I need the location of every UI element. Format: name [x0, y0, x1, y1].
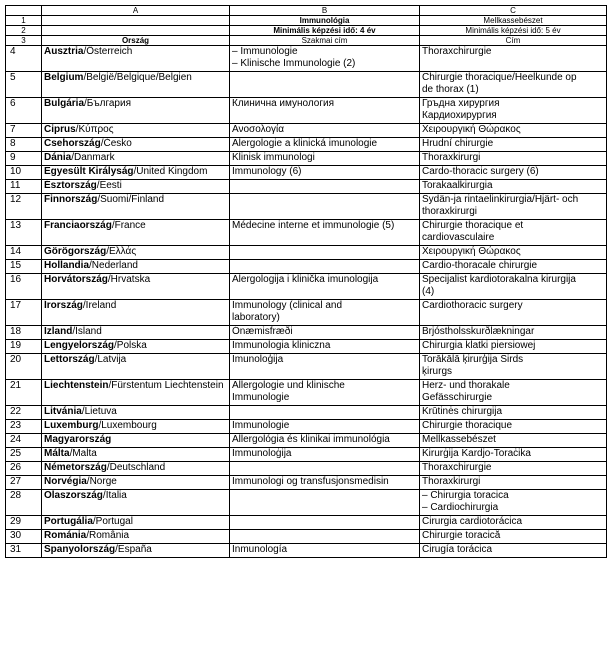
immunology-title-cell [230, 476, 420, 490]
table-row [6, 420, 607, 434]
row-number: 6 [6, 98, 42, 124]
thoracic-surgery-title-line: Thoraxchirurgie [422, 46, 492, 57]
country-name-hungarian: Németország [44, 462, 107, 473]
table-row [6, 354, 607, 380]
country-name-hungarian: Csehország [44, 138, 101, 149]
country-name-native: /Danmark [71, 152, 115, 163]
thoracic-surgery-title-line: Chirurgie toracică [422, 530, 501, 541]
column-letter-a: A [42, 6, 230, 16]
immunology-title-line: Alergologija i klinička imunologija [232, 274, 379, 285]
country-name-native: /France [111, 220, 146, 231]
table-row [6, 138, 607, 152]
country-name-hungarian: Olaszország [44, 490, 103, 501]
thoracic-surgery-title-line: thoraxkirurgi [422, 206, 478, 217]
thoracic-surgery-title-line: Thoraxkirurgi [422, 476, 481, 487]
table-row [6, 98, 607, 124]
country-name-native: /België/Belgique/Belgien [83, 72, 192, 83]
country-name-native: /România [86, 530, 130, 541]
immunology-title-line: Immunoloġija [232, 448, 292, 459]
row-number: 2 [6, 26, 42, 36]
immunology-title-cell [230, 246, 420, 260]
document-table-wrapper [5, 5, 606, 558]
table-row [6, 340, 607, 354]
immunology-title-line: Immunologie [232, 420, 290, 431]
country-cell [42, 260, 230, 274]
country-name-native: /Norge [86, 476, 117, 487]
thoracic-surgery-title-cell [420, 448, 607, 462]
table-row [6, 246, 607, 260]
country-cell [42, 354, 230, 380]
thoracic-surgery-title-line: cardiovasculaire [422, 232, 495, 243]
country-name-native: /Κύπρος [75, 124, 114, 135]
thoracic-surgery-title-cell [420, 544, 607, 558]
thoracic-surgery-title-cell [420, 434, 607, 448]
country-cell [42, 530, 230, 544]
row-number: 7 [6, 124, 42, 138]
thoracic-surgery-title-line: ķirurgs [422, 366, 453, 377]
immunology-title-cell [230, 194, 420, 220]
row-number: 12 [6, 194, 42, 220]
country-cell [42, 434, 230, 448]
country-name-native: /España [115, 544, 152, 555]
row-number: 11 [6, 180, 42, 194]
table-row [6, 544, 607, 558]
thoracic-surgery-title-cell [420, 516, 607, 530]
thoracic-surgery-title-line: Chirurgie thoracique/Heelkunde op [422, 72, 577, 83]
thoracic-surgery-title-cell [420, 462, 607, 476]
immunology-title-line: – Klinische Immunologie (2) [232, 58, 356, 69]
immunology-title-cell [230, 260, 420, 274]
thoracic-surgery-title-cell [420, 476, 607, 490]
country-cell [42, 420, 230, 434]
row-number: 23 [6, 420, 42, 434]
country-cell [42, 380, 230, 406]
country-name-native: /Polska [114, 340, 147, 351]
immunology-title-cell [230, 98, 420, 124]
row-number: 1 [6, 16, 42, 26]
country-cell [42, 180, 230, 194]
specialty-title-thoracic-surgery: Mellkassebészet [420, 16, 607, 26]
row-number: 25 [6, 448, 42, 462]
table-row [6, 46, 607, 72]
country-cell [42, 326, 230, 340]
thoracic-surgery-title-line: Кардиохирургия [422, 110, 497, 121]
thoracic-surgery-title-line: Cirugía torácica [422, 544, 493, 555]
thoracic-surgery-title-line: Kirurġija Kardjo-Toraċika [422, 448, 531, 459]
thoracic-surgery-title-cell [420, 180, 607, 194]
country-cell [42, 152, 230, 166]
row-number: 17 [6, 300, 42, 326]
row-number: 29 [6, 516, 42, 530]
immunology-title-cell [230, 406, 420, 420]
thoracic-surgery-title-line: Specijalist kardiotorakalna kirurgija [422, 274, 576, 285]
immunology-title-line: Immunologi og transfusjonsmedisin [232, 476, 389, 487]
column-letter-c: C [420, 6, 607, 16]
thoracic-surgery-title-line: Cardio-thoracale chirurgie [422, 260, 538, 271]
thoracic-surgery-title-line: Brjóstholsskurðlækningar [422, 326, 535, 337]
professional-title-header: Szakmai cím [230, 36, 420, 46]
country-name-hungarian: Magyarország [44, 434, 112, 445]
immunology-title-cell [230, 340, 420, 354]
country-header: Ország [42, 36, 230, 46]
country-cell [42, 220, 230, 246]
immunology-title-cell [230, 72, 420, 98]
row-number: 30 [6, 530, 42, 544]
table-row [6, 194, 607, 220]
thoracic-surgery-title-cell [420, 72, 607, 98]
table-row [6, 72, 607, 98]
row-number: 28 [6, 490, 42, 516]
thoracic-surgery-title-line: Cardo-thoracic surgery (6) [422, 166, 539, 177]
thoracic-surgery-title-cell [420, 46, 607, 72]
table-row [6, 326, 607, 340]
country-name-native: /Ελλάς [106, 246, 137, 257]
immunology-title-line: Allergologie und klinische [232, 380, 345, 391]
table-row [6, 166, 607, 180]
country-cell [42, 138, 230, 152]
row-number: 9 [6, 152, 42, 166]
immunology-title-cell [230, 166, 420, 180]
country-cell [42, 124, 230, 138]
table-row [6, 220, 607, 246]
immunology-title-cell [230, 544, 420, 558]
thoracic-surgery-title-cell [420, 220, 607, 246]
thoracic-surgery-title-line: de thorax (1) [422, 84, 479, 95]
immunology-title-line: Immunologie [232, 392, 290, 403]
table-row [6, 380, 607, 406]
thoracic-surgery-title-line: Cirurgia cardiotorácica [422, 516, 523, 527]
thoracic-surgery-title-line: (4) [422, 286, 435, 297]
thoracic-surgery-title-line: Χειρουργική Θώρακος [422, 246, 521, 257]
row-number: 18 [6, 326, 42, 340]
country-cell [42, 46, 230, 72]
country-name-hungarian: Egyesült Királyság [44, 166, 134, 177]
immunology-title-line: Médecine interne et immunologie (5) [232, 220, 395, 231]
country-cell [42, 274, 230, 300]
thoracic-surgery-title-line: – Cardiochirurgia [422, 502, 499, 513]
row-number: 3 [6, 36, 42, 46]
immunology-title-cell [230, 124, 420, 138]
table-row [6, 516, 607, 530]
country-name-hungarian: Észtország [44, 180, 97, 191]
country-cell [42, 490, 230, 516]
immunology-title-cell [230, 274, 420, 300]
immunology-title-cell [230, 434, 420, 448]
row-number: 27 [6, 476, 42, 490]
country-name-native: /Česko [100, 138, 132, 149]
table-row [6, 462, 607, 476]
country-name-native: /Österreich [83, 46, 133, 57]
thoracic-surgery-title-line: Torākālā ķirurģija Sirds [422, 354, 524, 365]
thoracic-surgery-title-cell [420, 420, 607, 434]
thoracic-surgery-title-line: Thoraxkirurgi [422, 152, 481, 163]
thoracic-surgery-title-line: Gefässchirurgie [422, 392, 493, 403]
country-name-hungarian: Lengyelország [44, 340, 115, 351]
table-row [6, 274, 607, 300]
row-number: 10 [6, 166, 42, 180]
table-row [6, 180, 607, 194]
country-name-native: /Fürstentum Liechtenstein [108, 380, 224, 391]
country-name-hungarian: Hollandia [44, 260, 90, 271]
table-row [6, 490, 607, 516]
min-training-c: Minimális képzési idő: 5 év [420, 26, 607, 36]
country-name-hungarian: Horvátország [44, 274, 108, 285]
min-training-b: Minimális képzési idő: 4 év [230, 26, 420, 36]
immunology-title-cell [230, 530, 420, 544]
country-name-hungarian: Málta [44, 448, 70, 459]
country-cell [42, 544, 230, 558]
row-number: 14 [6, 246, 42, 260]
country-name-hungarian: Liechtenstein [44, 380, 109, 391]
country-cell [42, 476, 230, 490]
thoracic-surgery-title-line: Torakaalkirurgia [422, 180, 493, 191]
thoracic-surgery-title-line: Thoraxchirurgie [422, 462, 492, 473]
thoracic-surgery-title-cell [420, 194, 607, 220]
table-row [6, 530, 607, 544]
country-name-hungarian: Izland [44, 326, 73, 337]
row-number: 13 [6, 220, 42, 246]
country-name-native: /Eesti [96, 180, 122, 191]
thoracic-surgery-title-cell [420, 246, 607, 260]
thoracic-surgery-title-line: Sydän-ja rintaelinkirurgia/Hjärt- och [422, 194, 579, 205]
thoracic-surgery-title-cell [420, 354, 607, 380]
table-row [6, 260, 607, 274]
row-number: 5 [6, 72, 42, 98]
country-cell [42, 194, 230, 220]
thoracic-surgery-title-line: – Chirurgia toracica [422, 490, 509, 501]
table-row [6, 448, 607, 462]
immunology-title-cell [230, 354, 420, 380]
country-name-hungarian: Lettország [44, 354, 95, 365]
immunology-title-line: Allergológia és klinikai immunológia [232, 434, 390, 445]
country-name-hungarian: Belgium [44, 72, 84, 83]
immunology-title-cell [230, 138, 420, 152]
row-number: 21 [6, 380, 42, 406]
thoracic-surgery-title-line: Hrudní chirurgie [422, 138, 494, 149]
country-name-native: /Lietuva [81, 406, 117, 417]
country-name-native: /Ísland [72, 326, 102, 337]
thoracic-surgery-title-line: Cardiothoracic surgery [422, 300, 523, 311]
country-name-hungarian: Dánia [44, 152, 72, 163]
thoracic-surgery-title-cell [420, 300, 607, 326]
immunology-title-line: Клинична имунология [232, 98, 335, 109]
immunology-title-cell [230, 46, 420, 72]
immunology-title-line: Immunology (clinical and [232, 300, 343, 311]
row-number: 20 [6, 354, 42, 380]
country-cell [42, 72, 230, 98]
country-name-native: /Latvija [94, 354, 127, 365]
table-row [6, 476, 607, 490]
table-row [6, 124, 607, 138]
immunology-title-line: Immunology (6) [232, 166, 302, 177]
country-cell [42, 462, 230, 476]
country-cell [42, 246, 230, 260]
country-name-hungarian: Románia [44, 530, 87, 541]
immunology-title-cell [230, 448, 420, 462]
table-row [6, 406, 607, 420]
corner-cell [6, 6, 42, 16]
country-name-native: /Portugal [92, 516, 133, 527]
thoracic-surgery-title-line: Mellkassebészet [422, 434, 496, 445]
immunology-title-line: Klinisk immunologi [232, 152, 315, 163]
country-name-native: /Malta [69, 448, 97, 459]
header-row-1 [6, 16, 607, 26]
country-name-hungarian: Finnország [44, 194, 98, 205]
row-number: 24 [6, 434, 42, 448]
header-row-3 [6, 36, 607, 46]
country-name-hungarian: Írország [44, 300, 83, 311]
country-name-native: /Nederland [89, 260, 138, 271]
immunology-title-cell [230, 220, 420, 246]
country-cell [42, 448, 230, 462]
thoracic-surgery-title-line: Chirurgia klatki piersiowej [422, 340, 536, 351]
country-name-hungarian: Norvégia [44, 476, 87, 487]
header-row-2 [6, 26, 607, 36]
thoracic-surgery-title-line: Χειρουργική Θώρακος [422, 124, 521, 135]
thoracic-surgery-title-cell [420, 124, 607, 138]
immunology-title-line: Ανοσολογία [232, 124, 285, 135]
specialty-titles-table [5, 5, 607, 558]
thoracic-surgery-title-cell [420, 274, 607, 300]
country-name-hungarian: Ciprus [44, 124, 76, 135]
country-name-hungarian: Bulgária [44, 98, 85, 109]
thoracic-surgery-title-cell [420, 490, 607, 516]
thoracic-surgery-title-cell [420, 326, 607, 340]
row-number: 22 [6, 406, 42, 420]
header-empty-cell [42, 16, 230, 26]
immunology-title-cell [230, 462, 420, 476]
immunology-title-line: Ónæmisfræði [232, 326, 293, 337]
thoracic-surgery-title-cell [420, 340, 607, 354]
immunology-title-cell [230, 380, 420, 406]
table-row [6, 434, 607, 448]
country-name-native: /Luxembourg [98, 420, 157, 431]
immunology-title-line: Immunologia kliniczna [232, 340, 331, 351]
table-row [6, 152, 607, 166]
country-name-hungarian: Litvánia [44, 406, 82, 417]
thoracic-surgery-title-cell [420, 98, 607, 124]
immunology-title-line: laboratory) [232, 312, 280, 323]
row-number: 8 [6, 138, 42, 152]
immunology-title-line: Alergologie a klinická imunologie [232, 138, 378, 149]
country-name-native: /Italia [102, 490, 127, 501]
thoracic-surgery-title-cell [420, 138, 607, 152]
row-number: 31 [6, 544, 42, 558]
thoracic-surgery-title-line: Krūtinės chirurgija [422, 406, 503, 417]
immunology-title-cell [230, 516, 420, 530]
row-number: 16 [6, 274, 42, 300]
country-name-native: /Hrvatska [107, 274, 151, 285]
thoracic-surgery-title-cell [420, 260, 607, 274]
specialty-title-immunology: Immunológia [230, 16, 420, 26]
immunology-title-cell [230, 152, 420, 166]
thoracic-surgery-title-cell [420, 380, 607, 406]
thoracic-surgery-title-line: Гръдна хирургия [422, 98, 500, 109]
country-name-native: /България [84, 98, 131, 109]
country-name-hungarian: Spanyolország [44, 544, 116, 555]
row-number: 26 [6, 462, 42, 476]
country-name-native: /United Kingdom [133, 166, 208, 177]
country-name-hungarian: Franciaország [44, 220, 112, 231]
column-letter-b: B [230, 6, 420, 16]
country-cell [42, 516, 230, 530]
thoracic-surgery-title-line: Chirurgie thoracique et [422, 220, 524, 231]
country-name-hungarian: Portugália [44, 516, 93, 527]
table-row [6, 300, 607, 326]
country-name-native: /Suomi/Finland [97, 194, 165, 205]
thoracic-surgery-title-cell [420, 166, 607, 180]
country-cell [42, 300, 230, 326]
immunology-title-cell [230, 180, 420, 194]
thoracic-surgery-title-line: Herz- und thorakale [422, 380, 510, 391]
title-header: Cím [420, 36, 607, 46]
country-name-hungarian: Ausztria [44, 46, 84, 57]
row-number: 4 [6, 46, 42, 72]
row-number: 19 [6, 340, 42, 354]
row-number: 15 [6, 260, 42, 274]
country-cell [42, 340, 230, 354]
country-cell [42, 406, 230, 420]
immunology-title-cell [230, 300, 420, 326]
immunology-title-line: – Immunologie [232, 46, 298, 57]
immunology-title-line: Imunoloģija [232, 354, 284, 365]
immunology-title-cell [230, 420, 420, 434]
column-letters-row [6, 6, 607, 16]
country-cell [42, 98, 230, 124]
country-name-hungarian: Luxemburg [44, 420, 99, 431]
thoracic-surgery-title-cell [420, 530, 607, 544]
immunology-title-line: Inmunología [232, 544, 288, 555]
country-name-native: /Ireland [82, 300, 117, 311]
country-name-hungarian: Görögország [44, 246, 107, 257]
country-cell [42, 166, 230, 180]
thoracic-surgery-title-line: Chirurgie thoracique [422, 420, 513, 431]
thoracic-surgery-title-cell [420, 152, 607, 166]
thoracic-surgery-title-cell [420, 406, 607, 420]
immunology-title-cell [230, 490, 420, 516]
header-empty-cell [42, 26, 230, 36]
country-name-native: /Deutschland [106, 462, 166, 473]
immunology-title-cell [230, 326, 420, 340]
